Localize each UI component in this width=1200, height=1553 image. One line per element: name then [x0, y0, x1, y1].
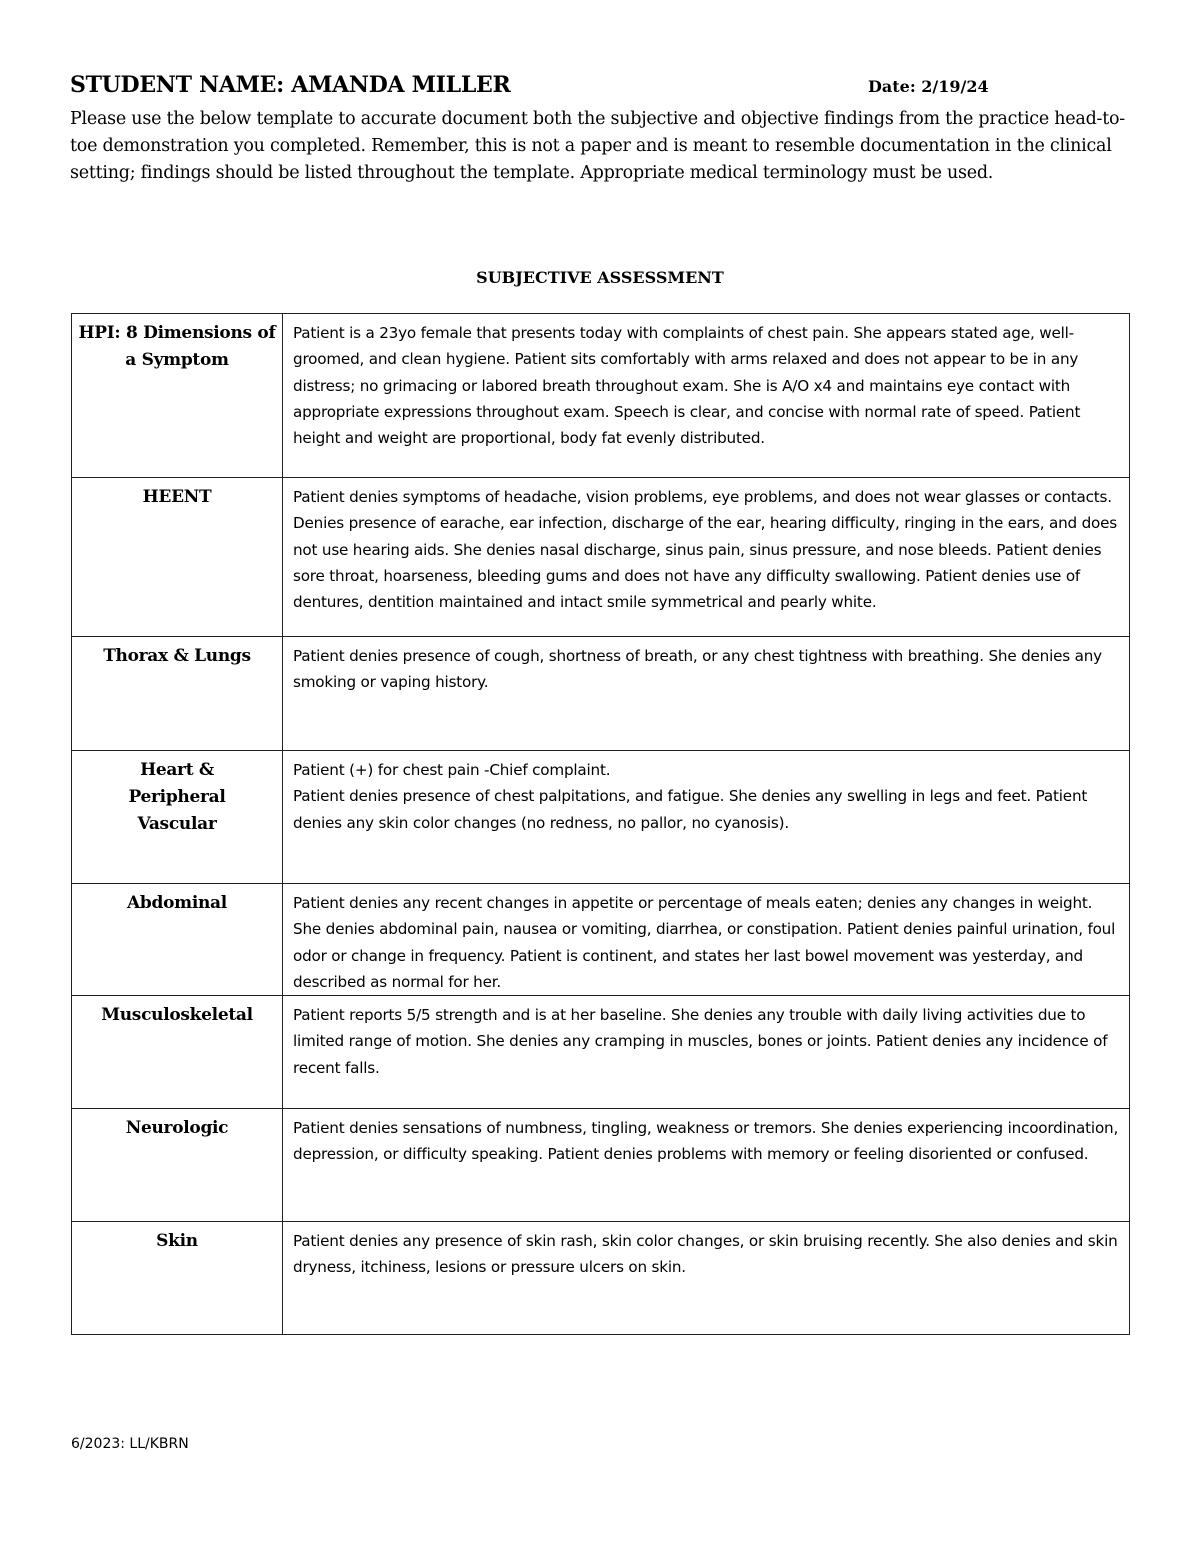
row-content-neurologic: Patient denies sensations of numbness, tingling, weakness or tremors. She denies experiencing incoordination, depression, or difficulty speaking. Patient denies problems with memory or feeling disoriented or confused.	[283, 1109, 1130, 1222]
row-label-abdominal: Abdominal	[72, 884, 283, 996]
table-row	[72, 996, 1130, 1109]
table-row	[72, 1109, 1130, 1222]
row-content-abdominal: Patient denies any recent changes in appetite or percentage of meals eaten; denies any changes in weight. She denies abdominal pain, nausea or vomiting, diarrhea, or constipation. Patient denies painful urination, foul odor or change in frequency. Patient is continent, and states her last bowel movement was yesterday, and described as normal for her.	[283, 884, 1130, 996]
row-content-heent: Patient denies symptoms of headache, vision problems, eye problems, and does not wear glasses or contacts. Denies presence of earache, ear infection, discharge of the ear, hearing difficulty, ringing in the ears, and does not use hearing aids. She denies nasal discharge, sinus pain, sinus pressure, and nose bleeds. Patient denies sore throat, hoarseness, bleeding gums and does not have any difficulty swallowing. Patient denies use of dentures, dentition maintained and intact smile symmetrical and pearly white.	[283, 478, 1130, 637]
document-date: Date: 2/19/24	[868, 77, 989, 96]
document-header	[70, 72, 1130, 104]
table-row	[72, 884, 1130, 996]
row-label-skin: Skin	[72, 1222, 283, 1335]
table-row	[72, 1222, 1130, 1335]
row-label-hpi: HPI: 8 Dimensions of a Symptom	[72, 314, 283, 478]
table-row	[72, 751, 1130, 884]
subjective-assessment-table	[71, 313, 1130, 1335]
row-content-thorax-lungs: Patient denies presence of cough, shortness of breath, or any chest tightness with breathing. She denies any smoking or vaping history.	[283, 637, 1130, 751]
heart-findings-text: Patient denies presence of chest palpitations, and fatigue. She denies any swelling in legs and feet. Patient denies any skin color changes (no redness, no pallor, no cyanosis).	[293, 787, 1088, 832]
row-label-thorax-lungs: Thorax & Lungs	[72, 637, 283, 751]
row-content-skin: Patient denies any presence of skin rash, skin color changes, or skin bruising recently. She also denies and skin dryness, itchiness, lesions or pressure ulcers on skin.	[283, 1222, 1130, 1335]
section-title: SUBJECTIVE ASSESSMENT	[476, 268, 724, 287]
row-label-musculoskeletal: Musculoskeletal	[72, 996, 283, 1109]
student-name: STUDENT NAME: AMANDA MILLER	[70, 72, 511, 98]
row-label-neurologic: Neurologic	[72, 1109, 283, 1222]
row-label-heart-peripheral-vascular: Heart & Peripheral Vascular	[72, 751, 283, 884]
row-content-hpi: Patient is a 23yo female that presents today with complaints of chest pain. She appears stated age, well-groomed, and clean hygiene. Patient sits comfortably with arms relaxed and does not appear to be in any distress; no grimacing or labored breath throughout exam. She is A/O x4 and maintains eye contact with appropriate expressions throughout exam. Speech is clear, and concise with normal rate of speed. Patient height and weight are proportional, body fat evenly distributed.	[283, 314, 1130, 478]
table-row	[72, 637, 1130, 751]
footer-revision: 6/2023: LL/KBRN	[71, 1436, 189, 1452]
table-row	[72, 314, 1130, 478]
chief-complaint-line: Patient (+) for chest pain -Chief complaint.	[293, 761, 611, 779]
row-content-musculoskeletal: Patient reports 5/5 strength and is at her baseline. She denies any trouble with daily living activities due to limited range of motion. She denies any cramping in muscles, bones or joints. Patient denies any incidence of recent falls.	[283, 996, 1130, 1109]
row-content-heart-peripheral-vascular	[283, 751, 1130, 884]
row-label-heent: HEENT	[72, 478, 283, 637]
instructions-paragraph: Please use the below template to accurate document both the subjective and objective findings from the practice head-to-toe demonstration you completed. Remember, this is not a paper and is meant to resemble documentation in the clinical setting; findings should be listed throughout the template. Appropriate medical terminology must be used.	[70, 109, 1125, 183]
table-row	[72, 478, 1130, 637]
